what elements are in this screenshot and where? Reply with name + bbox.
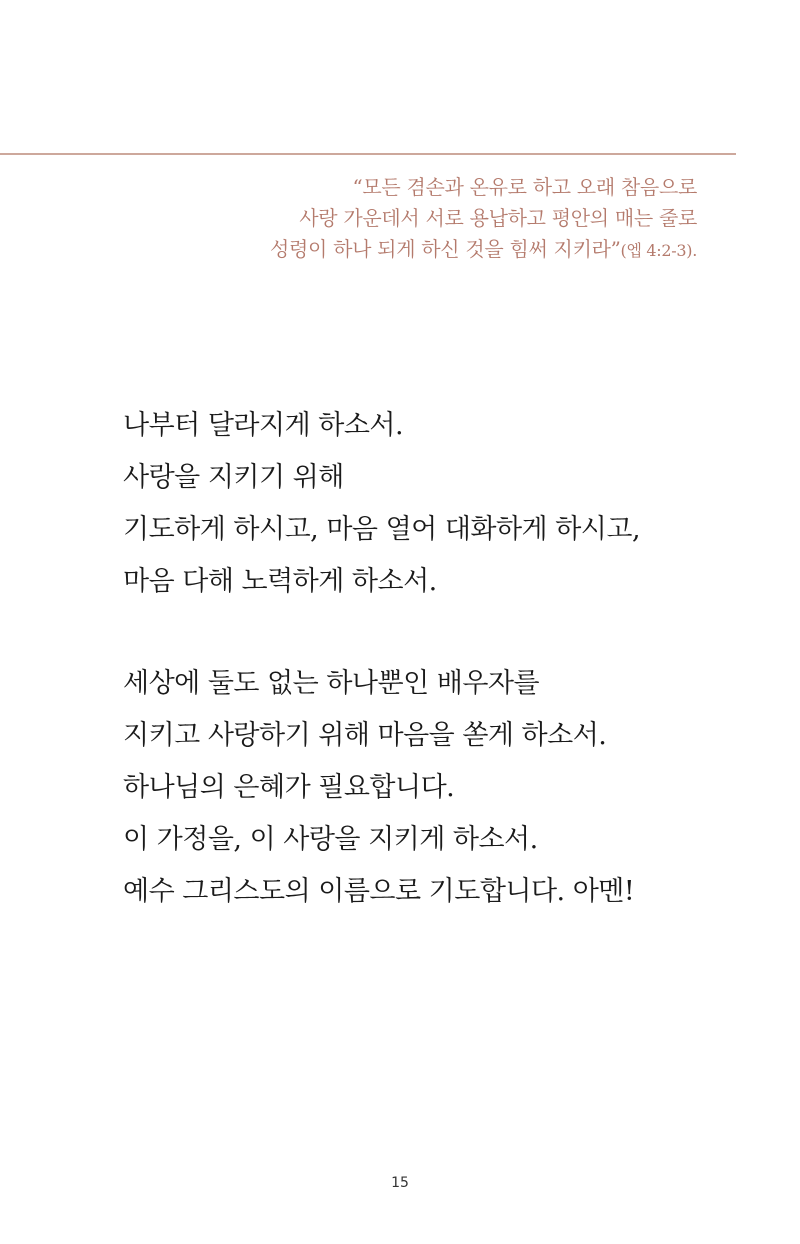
prayer-line: 지키고 사랑하기 위해 마음을 쏟게 하소서. [123,720,607,751]
quote-line: “모든 겸손과 온유로 하고 오래 참음으로 [352,175,697,199]
prayer-line: 기도하게 하시고, 마음 열어 대화하게 하시고, [123,514,641,545]
prayer-line: 사랑을 지키기 위해 [123,462,344,493]
quote-line: 사랑 가운데서 서로 용납하고 평안의 매는 줄로 [299,206,697,230]
prayer-stanza [123,658,743,918]
prayer-line: 이 가정을, 이 사랑을 지키게 하소서. [123,824,538,855]
page-number: 15 [391,1175,409,1191]
prayer-line: 나부터 달라지게 하소서. [123,410,404,441]
prayer-line: 마음 다해 노력하게 하소서. [123,566,437,597]
prayer-body [123,400,743,918]
quote-line [137,234,697,266]
header-rule [0,153,736,155]
scripture-reference: (엡 4:2-3). [620,241,697,260]
prayer-stanza [123,400,743,608]
prayer-line: 세상에 둘도 없는 하나뿐인 배우자를 [123,668,540,699]
prayer-line: 예수 그리스도의 이름으로 기도합니다. 아멘! [123,876,635,907]
prayer-line: 하나님의 은혜가 필요합니다. [123,772,455,803]
quote-line-text: 성령이 하나 되게 하신 것을 힘써 지키라” [269,237,621,261]
scripture-quote [137,172,697,266]
